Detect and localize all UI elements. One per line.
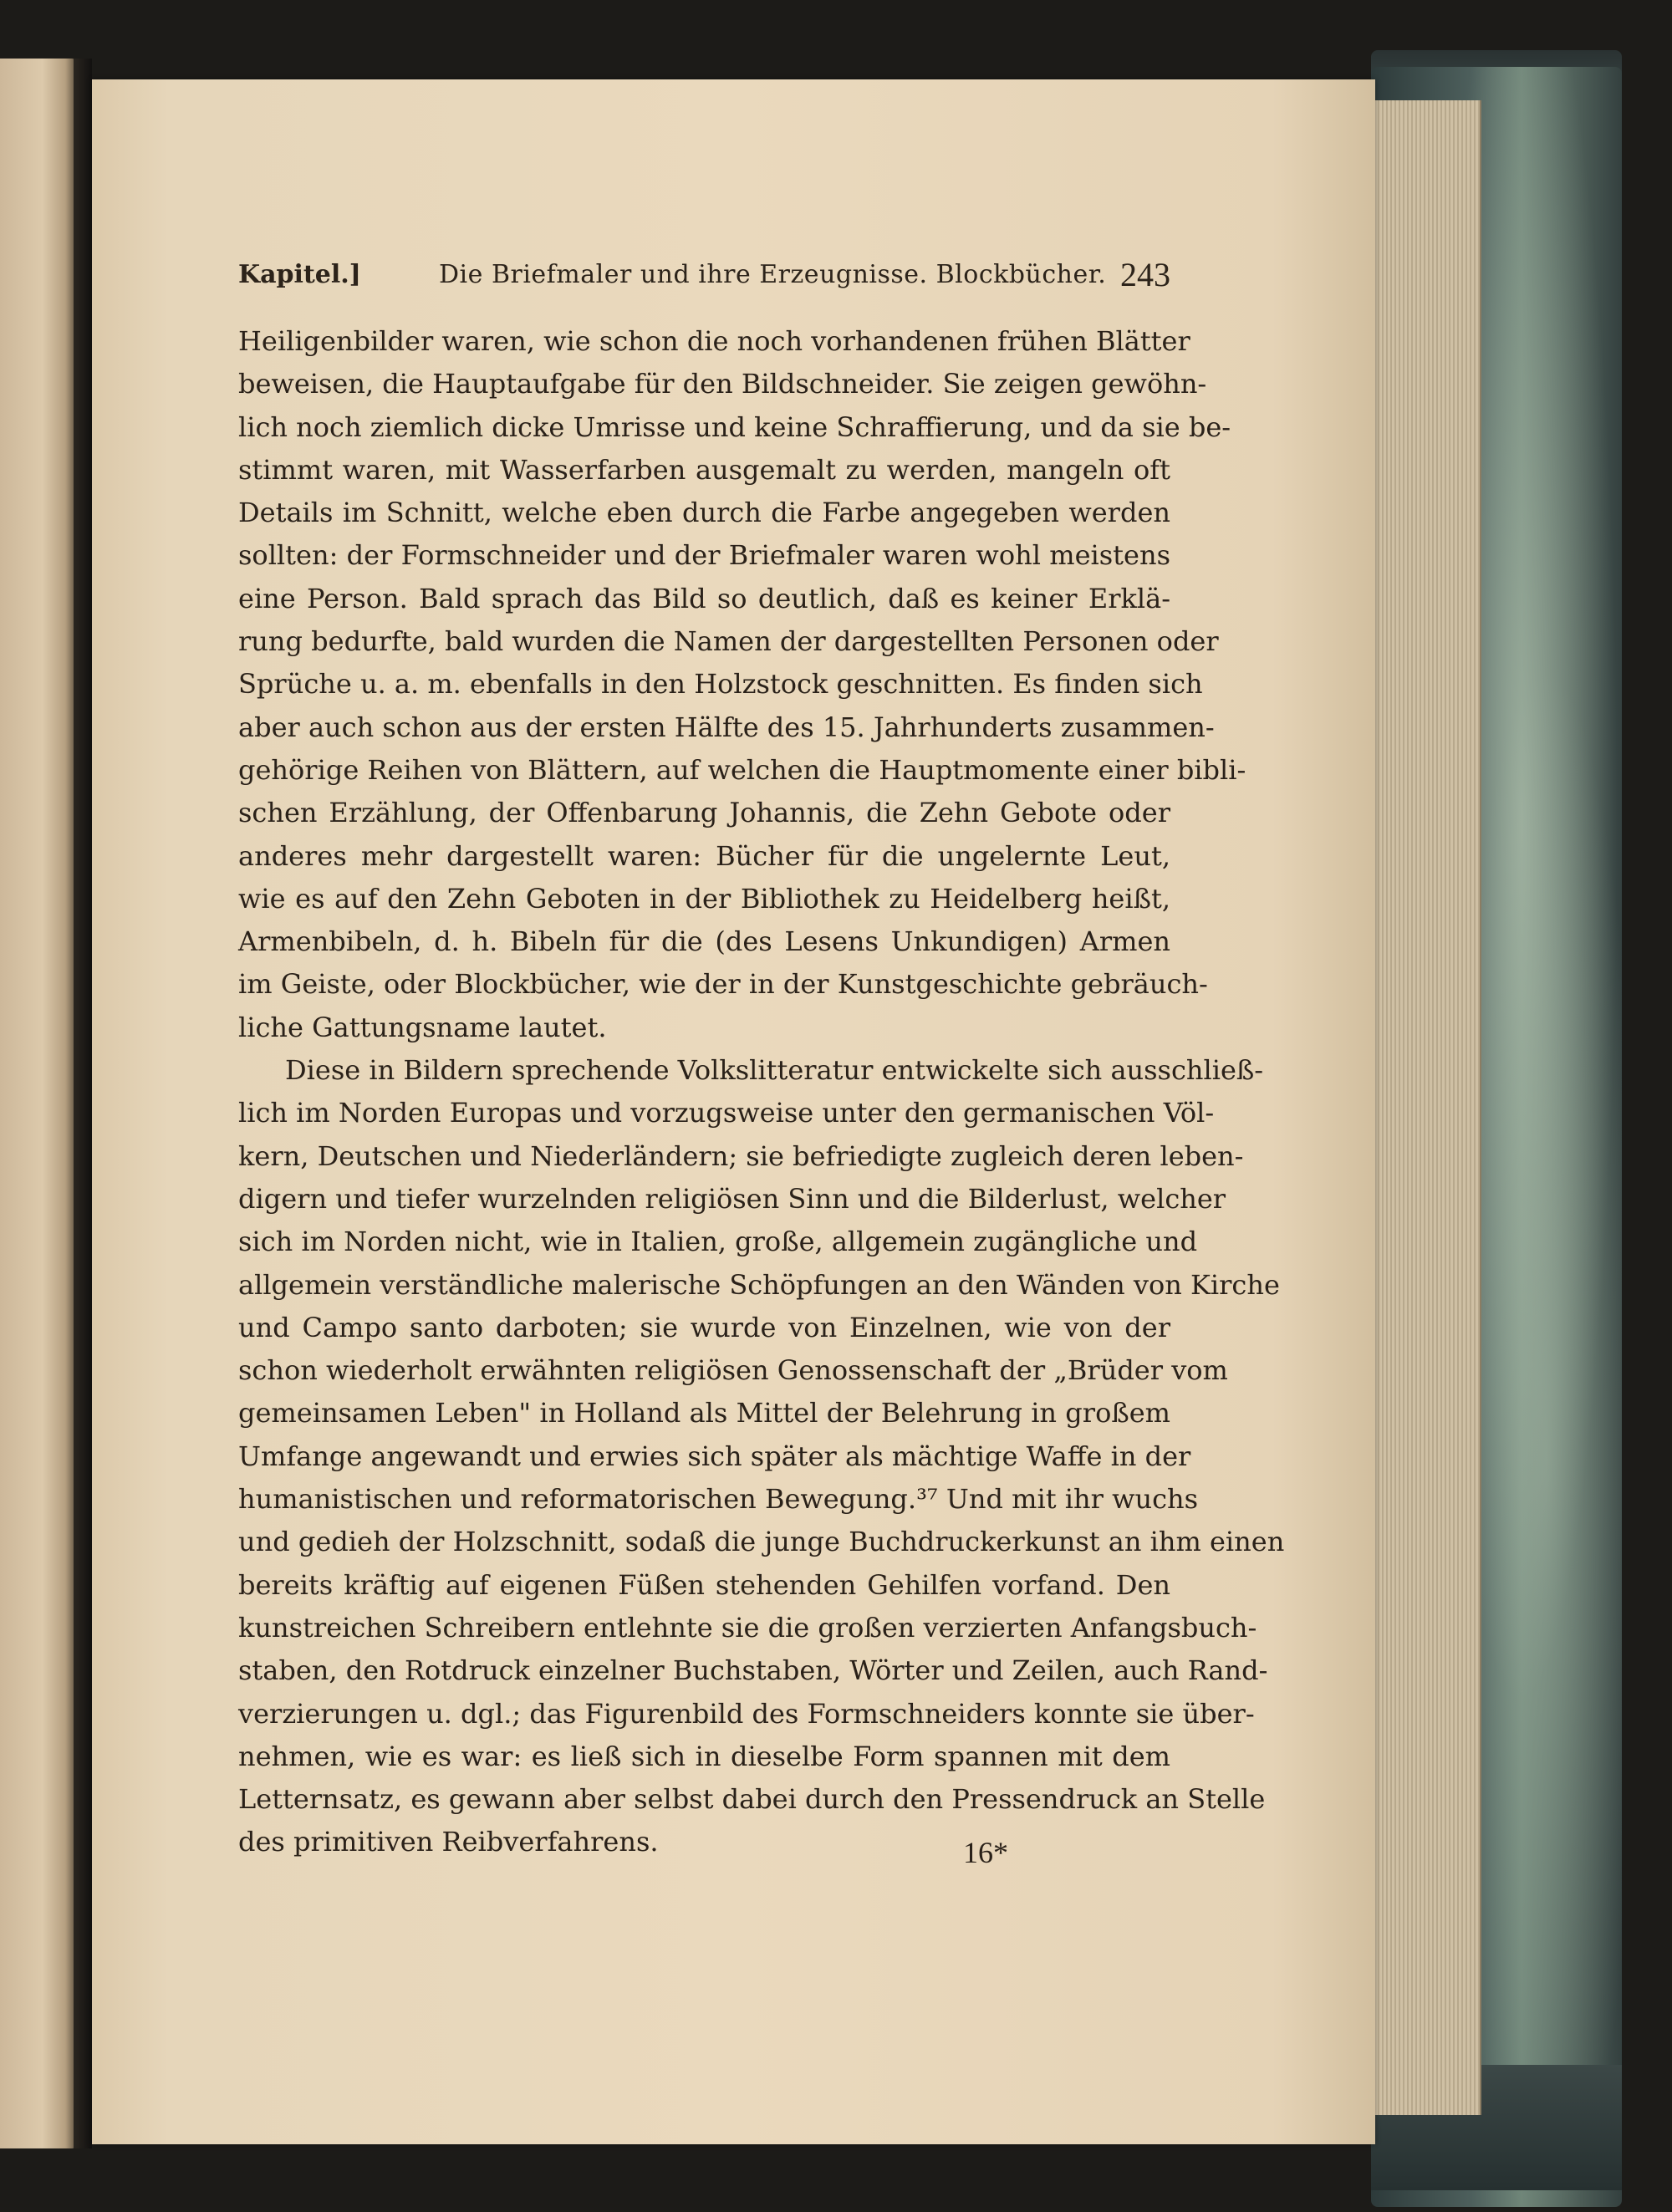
text-line: allgemein verständliche malerische Schöpfungen an den Wänden von Kirche (238, 1268, 1280, 1301)
book-gutter (74, 59, 92, 2148)
text-line: gehörige Reihen von Blättern, auf welchen die Hauptmomente einer bibli- (238, 753, 1246, 786)
text-line: sollten: der Formschneider und der Briefmaler waren wohl meistens (238, 539, 1170, 572)
text-line: humanistischen und reformatorischen Bewegung.³⁷ Und mit ihr wuchs (238, 1483, 1199, 1516)
text-line: Letternsatz, es gewann aber selbst dabei durch den Pressendruck an Stelle (238, 1783, 1266, 1816)
text-line: Details im Schnitt, welche eben durch die Farbe angegeben werden (238, 497, 1170, 529)
text-line: beweisen, die Hauptaufgabe für den Bildschneider. Sie zeigen gewöhn- (238, 368, 1207, 400)
text-line: bereits kräftig auf eigenen Füßen stehenden Gehilfen vorfand. Den (238, 1568, 1170, 1601)
text-line: lich noch ziemlich dicke Umrisse und keine Schraffierung, und da sie be- (238, 410, 1231, 443)
text-line: Diese in Bildern sprechende Volkslitteratur entwickelte sich ausschließ- (285, 1054, 1264, 1087)
text-line: und Campo santo darboten; sie wurde von Einzelnen, wie von der (238, 1311, 1170, 1343)
previous-page-edge (0, 59, 77, 2148)
chapter-label: Kapitel.] (238, 260, 361, 289)
text-line: nehmen, wie es war: es ließ sich in dieselbe Form spannen mit dem (238, 1740, 1170, 1772)
text-line: verzierungen u. dgl.; das Figurenbild des Formschneiders konnte sie über- (238, 1697, 1255, 1730)
page-number: 243 (1120, 256, 1170, 293)
signature-mark: 16* (963, 1836, 1008, 1869)
text-line: aber auch schon aus der ersten Hälfte des 15. Jahrhunderts zusammen- (238, 711, 1215, 743)
body-text (238, 320, 1285, 1864)
text-line: Sprüche u. a. m. ebenfalls in den Holzstock geschnitten. Es finden sich (238, 668, 1203, 701)
text-line: Heiligenbilder waren, wie schon die noch vorhandenen frühen Blätter (238, 325, 1190, 357)
text-line: Umfange angewandt und erwies sich später als mächtige Waffe in der (238, 1440, 1191, 1472)
text-line: schon wiederholt erwähnten religiösen Genossenschaft der „Brüder vom (238, 1354, 1228, 1387)
text-line: und gedieh der Holzschnitt, sodaß die junge Buchdruckerkunst an ihm einen (238, 1526, 1285, 1558)
page-edges (1371, 100, 1481, 2115)
text-line: stimmt waren, mit Wasserfarben ausgemalt zu werden, mangeln oft (238, 453, 1170, 486)
text-line: rung bedurfte, bald wurden die Namen der dargestellten Personen oder (238, 625, 1219, 658)
text-line: Armenbibeln, d. h. Bibeln für die (des Lesens Unkundigen) Armen (238, 925, 1170, 958)
running-title: Die Briefmaler und ihre Erzeugnisse. Blockbücher. (439, 260, 1107, 289)
text-line: wie es auf den Zehn Geboten in der Bibliothek zu Heidelberg heißt, (238, 882, 1170, 915)
text-line: eine Person. Bald sprach das Bild so deutlich, daß es keiner Erklä- (238, 582, 1170, 614)
text-line: lich im Norden Europas und vorzugsweise unter den germanischen Völ- (238, 1097, 1215, 1129)
text-line: schen Erzählung, der Offenbarung Johannis, die Zehn Gebote oder (238, 797, 1170, 829)
text-line: anderes mehr dargestellt waren: Bücher für die ungelernte Leut, (238, 839, 1170, 872)
text-line: staben, den Rotdruck einzelner Buchstaben, Wörter und Zeilen, auch Rand- (238, 1654, 1268, 1687)
text-line: kunstreichen Schreibern entlehnte sie die großen verzierten Anfangsbuch- (238, 1611, 1257, 1644)
text-line: digern und tiefer wurzelnden religiösen Sinn und die Bilderlust, welcher (238, 1182, 1226, 1215)
running-header (238, 255, 1170, 297)
text-line: gemeinsamen Leben" in Holland als Mittel der Belehrung in großem (238, 1397, 1170, 1430)
text-line: sich im Norden nicht, wie in Italien, große, allgemein zugängliche und (238, 1226, 1198, 1258)
text-line: kern, Deutschen und Niederländern; sie befriedigte zugleich deren leben- (238, 1139, 1244, 1172)
text-line: liche Gattungsname lautet. (238, 1011, 607, 1043)
text-line: des primitiven Reibverfahrens. (238, 1826, 659, 1858)
text-line: im Geiste, oder Blockbücher, wie der in der Kunstgeschichte gebräuch- (238, 968, 1208, 1001)
